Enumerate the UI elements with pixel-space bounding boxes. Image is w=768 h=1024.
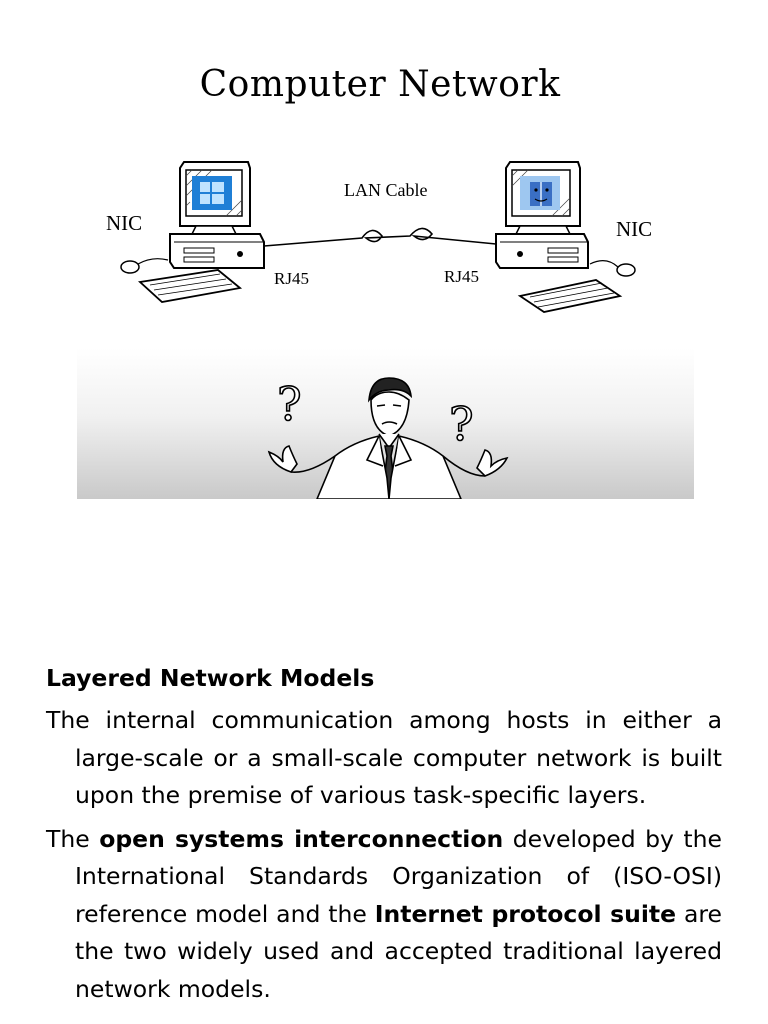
section-heading: Layered Network Models bbox=[46, 664, 375, 692]
lan-cable-icon bbox=[264, 228, 496, 246]
network-diagram bbox=[100, 50, 660, 330]
internet-protocol-suite-term: Internet protocol suite bbox=[374, 899, 677, 928]
question-mark-right-icon: ? bbox=[449, 397, 474, 451]
rj45-left-label: RJ45 bbox=[274, 269, 309, 288]
paragraph-1 bbox=[46, 702, 722, 815]
figure-title: Computer Network bbox=[199, 64, 561, 105]
osi-term: open systems interconnection bbox=[99, 824, 504, 853]
layered-network-models-section bbox=[46, 660, 722, 1014]
nic-right-label: NIC bbox=[616, 217, 653, 241]
paragraph-2-pre: The bbox=[46, 824, 100, 853]
question-mark-left-icon: ? bbox=[277, 377, 302, 431]
nic-left-label: NIC bbox=[106, 211, 143, 235]
paragraph-2-mid: developed by the International Standards Organization of (ISO-OSI) reference model and the bbox=[75, 824, 722, 928]
network-diagram-figure bbox=[100, 50, 660, 330]
right-computer-icon bbox=[496, 162, 635, 312]
confused-person-figure bbox=[77, 348, 694, 499]
confused-person-illustration bbox=[77, 348, 694, 499]
paragraph-2-post: are the two widely used and accepted traditional layered network models. bbox=[75, 899, 722, 1003]
lan-cable-label: LAN Cable bbox=[344, 180, 428, 200]
left-computer-icon bbox=[121, 162, 264, 302]
paragraph-2 bbox=[46, 821, 722, 1009]
paragraph-1-text: The internal communication among hosts in either a large-scale or a small-scale computer network is built upon the premise of various task-specific layers. bbox=[46, 706, 722, 809]
rj45-right-label: RJ45 bbox=[444, 267, 479, 286]
